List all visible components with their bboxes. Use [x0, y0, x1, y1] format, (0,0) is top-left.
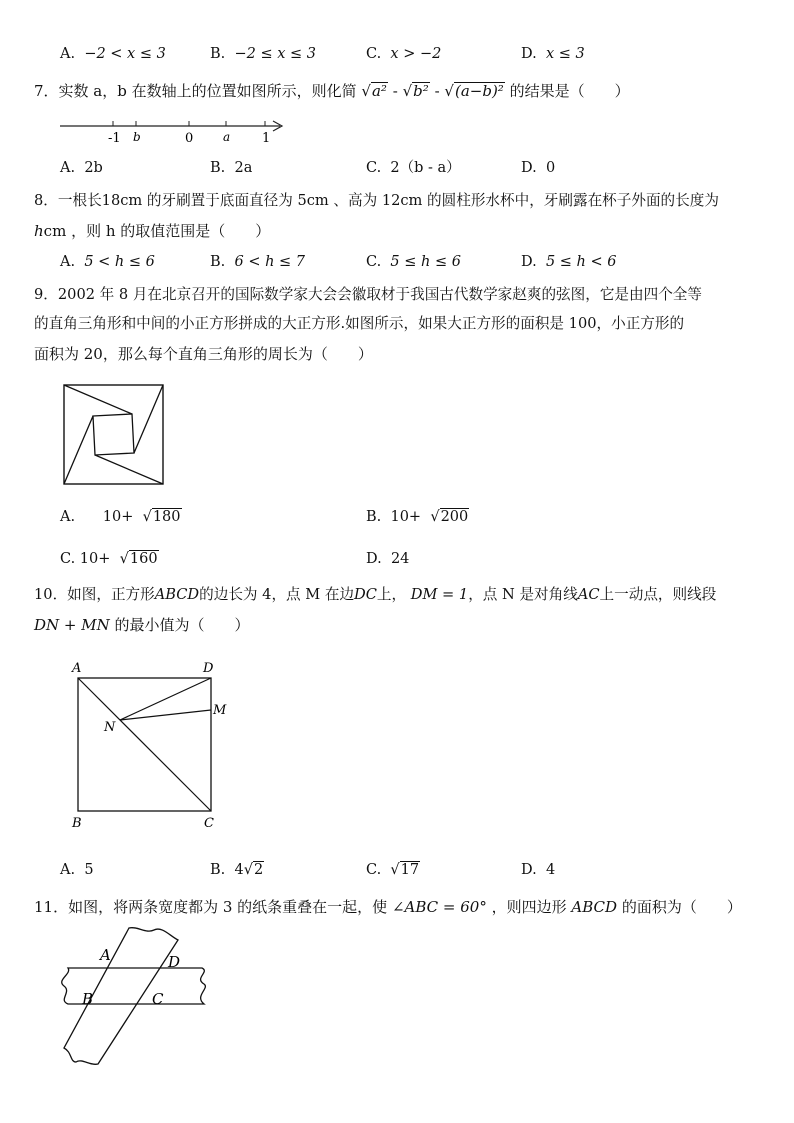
q10-option-a: A. 5 [60, 862, 94, 878]
q9-option-d: D. 24 [366, 551, 410, 567]
q10-option-d: D. 4 [521, 862, 556, 878]
q10-stem-line2: DN + MN 的最小值为（ ） [34, 616, 250, 634]
q6-option-a: A. −2 < x ≤ 3 [60, 46, 166, 62]
q10-label-n: N [104, 720, 116, 735]
q10-label-m: M [213, 703, 227, 718]
q7-stem: 7．实数 a，b 在数轴上的位置如图所示，则化简 √a² - √b² - √(a−b)² 的结果是（ ） [34, 82, 630, 100]
q6-option-d: D. x ≤ 3 [521, 46, 585, 62]
q8-option-b: B. 6 < h ≤ 7 [210, 254, 306, 270]
q9-option-c: C. 10+ √160 [60, 551, 158, 567]
q7-axis-label-0: 0 [185, 131, 194, 146]
q10-option-c: C. √17 [366, 862, 420, 878]
q11-paper-strips-figure [54, 926, 224, 1068]
q11-label-b: B [82, 990, 94, 1008]
q11-label-c: C [152, 990, 164, 1008]
q7-radical-1: a² [371, 82, 387, 100]
q10-label-c: C [204, 816, 214, 831]
q10-label-b: B [72, 816, 82, 831]
q11-label-d: D [168, 953, 181, 971]
q7-number-line [58, 116, 290, 146]
q9-option-a: A. 10+ √180 [60, 509, 181, 525]
q9-stem-line2: 的直角三角形和中间的小正方形拼成的大正方形.如图所示，如果大正方形的面积是 100，小正方形的 [34, 315, 685, 332]
q9-stem-line3: 面积为 20，那么每个直角三角形的周长为（ ） [34, 345, 373, 363]
q8-stem-line2: hcm ，则 h 的取值范围是（ ） [34, 222, 271, 240]
q10-label-a: A [72, 661, 82, 676]
q8-option-a: A. 5 < h ≤ 6 [60, 254, 155, 270]
q11-stem: 11．如图，将两条宽度都为 3 的纸条重叠在一起，使 ∠ABC = 60° ，则四边形 ABCD 的面积为（ ） [34, 898, 742, 916]
q11-label-a: A [100, 946, 111, 964]
q6-option-c: C. x > −2 [366, 46, 442, 62]
q7-axis-label-neg1: -1 [108, 131, 121, 146]
q6-option-b: B. −2 ≤ x ≤ 3 [210, 46, 316, 62]
q10-stem-line1: 10．如图，正方形ABCD的边长为 4，点 M 在边DC上， DM = 1，点 N 是对角线AC上一动点，则线段 [34, 586, 717, 603]
q7-option-d: D. 0 [521, 160, 556, 176]
q10-option-b: B. 4√2 [210, 862, 264, 878]
q7-axis-label-1: 1 [262, 131, 271, 146]
q7-option-a: A. 2b [60, 160, 103, 176]
q7-option-b: B. 2a [210, 160, 253, 176]
q7-radical-3: (a−b)² [454, 82, 504, 100]
q8-option-c: C. 5 ≤ h ≤ 6 [366, 254, 461, 270]
q7-axis-label-a: a [223, 130, 231, 144]
q7-radical-2: b² [413, 82, 429, 100]
q9-option-b: B. 10+ √200 [366, 509, 469, 525]
q10-label-d: D [203, 661, 214, 676]
q10-square-figure [68, 658, 236, 834]
q8-option-d: D. 5 ≤ h < 6 [521, 254, 617, 270]
q9-stem-line1: 9．2002 年 8 月在北京召开的国际数学家大会会徽取材于我国古代数学家赵爽的弦图，它是由四个全等 [34, 286, 702, 303]
q7-option-c: C. 2（b - a） [366, 160, 461, 176]
q8-stem-line1: 8．一根长18cm 的牙刷置于底面直径为 5cm 、高为 12cm 的圆柱形水杯中，牙刷露在杯子外面的长度为 [34, 192, 719, 209]
q9-zhao-shuang-figure [62, 383, 166, 487]
q7-axis-label-b: b [133, 130, 141, 144]
